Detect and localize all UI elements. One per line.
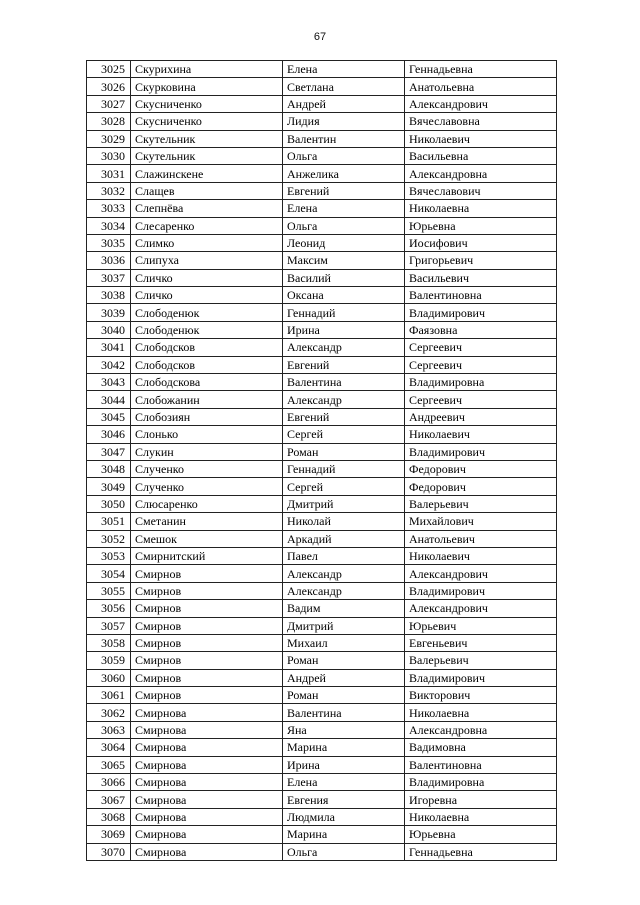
table-row bbox=[87, 130, 557, 147]
patronymic-cell: Николаевна bbox=[405, 704, 557, 721]
row-number-cell: 3055 bbox=[87, 582, 131, 599]
patronymic-cell: Владимировна bbox=[405, 374, 557, 391]
table-row bbox=[87, 495, 557, 512]
last-name-cell: Слободенюк bbox=[131, 321, 283, 338]
patronymic-cell: Сергеевич bbox=[405, 391, 557, 408]
last-name-cell: Смирнова bbox=[131, 808, 283, 825]
last-name-cell: Слобозиян bbox=[131, 408, 283, 425]
last-name-cell: Слесаренко bbox=[131, 217, 283, 234]
table-row bbox=[87, 113, 557, 130]
first-name-cell: Марина bbox=[283, 739, 405, 756]
table-row bbox=[87, 147, 557, 164]
row-number-cell: 3069 bbox=[87, 826, 131, 843]
patronymic-cell: Васильевна bbox=[405, 147, 557, 164]
last-name-cell: Слукин bbox=[131, 443, 283, 460]
first-name-cell: Андрей bbox=[283, 95, 405, 112]
table-row bbox=[87, 234, 557, 251]
first-name-cell: Ольга bbox=[283, 217, 405, 234]
table-row bbox=[87, 182, 557, 199]
table-row bbox=[87, 843, 557, 860]
table-row bbox=[87, 600, 557, 617]
patronymic-cell: Николаевич bbox=[405, 547, 557, 564]
patronymic-cell: Игоревна bbox=[405, 791, 557, 808]
patronymic-cell: Юрьевна bbox=[405, 826, 557, 843]
row-number-cell: 3064 bbox=[87, 739, 131, 756]
patronymic-cell: Геннадьевна bbox=[405, 843, 557, 860]
patronymic-cell: Владимировна bbox=[405, 774, 557, 791]
table-row bbox=[87, 165, 557, 182]
table-row bbox=[87, 287, 557, 304]
table-row bbox=[87, 321, 557, 338]
row-number-cell: 3029 bbox=[87, 130, 131, 147]
row-number-cell: 3046 bbox=[87, 426, 131, 443]
patronymic-cell: Валерьевич bbox=[405, 495, 557, 512]
table-row bbox=[87, 391, 557, 408]
patronymic-cell: Геннадьевна bbox=[405, 61, 557, 78]
last-name-cell: Смирнова bbox=[131, 704, 283, 721]
patronymic-cell: Иосифович bbox=[405, 234, 557, 251]
first-name-cell: Вадим bbox=[283, 600, 405, 617]
table-row bbox=[87, 704, 557, 721]
patronymic-cell: Анатольевич bbox=[405, 530, 557, 547]
last-name-cell: Смирнова bbox=[131, 826, 283, 843]
row-number-cell: 3042 bbox=[87, 356, 131, 373]
last-name-cell: Скусниченко bbox=[131, 113, 283, 130]
row-number-cell: 3035 bbox=[87, 234, 131, 251]
first-name-cell: Дмитрий bbox=[283, 617, 405, 634]
row-number-cell: 3068 bbox=[87, 808, 131, 825]
first-name-cell: Ольга bbox=[283, 843, 405, 860]
row-number-cell: 3051 bbox=[87, 513, 131, 530]
patronymic-cell: Вадимовна bbox=[405, 739, 557, 756]
row-number-cell: 3050 bbox=[87, 495, 131, 512]
table-row bbox=[87, 687, 557, 704]
table-row bbox=[87, 356, 557, 373]
table-row bbox=[87, 808, 557, 825]
first-name-cell: Евгения bbox=[283, 791, 405, 808]
table-row bbox=[87, 61, 557, 78]
last-name-cell: Слученко bbox=[131, 460, 283, 477]
row-number-cell: 3028 bbox=[87, 113, 131, 130]
table-row bbox=[87, 478, 557, 495]
table-row bbox=[87, 426, 557, 443]
first-name-cell: Людмила bbox=[283, 808, 405, 825]
row-number-cell: 3054 bbox=[87, 565, 131, 582]
patronymic-cell: Михайлович bbox=[405, 513, 557, 530]
table-row bbox=[87, 739, 557, 756]
last-name-cell: Смирнов bbox=[131, 565, 283, 582]
first-name-cell: Сергей bbox=[283, 426, 405, 443]
last-name-cell: Смирнова bbox=[131, 756, 283, 773]
last-name-cell: Скурихина bbox=[131, 61, 283, 78]
table-row bbox=[87, 669, 557, 686]
first-name-cell: Яна bbox=[283, 721, 405, 738]
first-name-cell: Андрей bbox=[283, 669, 405, 686]
row-number-cell: 3025 bbox=[87, 61, 131, 78]
row-number-cell: 3044 bbox=[87, 391, 131, 408]
last-name-cell: Смирнова bbox=[131, 739, 283, 756]
names-table-body bbox=[87, 61, 557, 861]
row-number-cell: 3036 bbox=[87, 252, 131, 269]
table-row bbox=[87, 565, 557, 582]
table-row bbox=[87, 443, 557, 460]
first-name-cell: Марина bbox=[283, 826, 405, 843]
patronymic-cell: Владимирович bbox=[405, 304, 557, 321]
last-name-cell: Слободенюк bbox=[131, 304, 283, 321]
last-name-cell: Сличко bbox=[131, 287, 283, 304]
names-table bbox=[86, 60, 557, 861]
table-row bbox=[87, 530, 557, 547]
last-name-cell: Смирнов bbox=[131, 669, 283, 686]
patronymic-cell: Александровна bbox=[405, 165, 557, 182]
row-number-cell: 3047 bbox=[87, 443, 131, 460]
first-name-cell: Евгений bbox=[283, 182, 405, 199]
patronymic-cell: Федорович bbox=[405, 460, 557, 477]
first-name-cell: Ирина bbox=[283, 321, 405, 338]
patronymic-cell: Евгеньевич bbox=[405, 634, 557, 651]
row-number-cell: 3043 bbox=[87, 374, 131, 391]
first-name-cell: Максим bbox=[283, 252, 405, 269]
first-name-cell: Александр bbox=[283, 391, 405, 408]
first-name-cell: Михаил bbox=[283, 634, 405, 651]
row-number-cell: 3052 bbox=[87, 530, 131, 547]
row-number-cell: 3056 bbox=[87, 600, 131, 617]
first-name-cell: Анжелика bbox=[283, 165, 405, 182]
last-name-cell: Смирнова bbox=[131, 843, 283, 860]
patronymic-cell: Федорович bbox=[405, 478, 557, 495]
patronymic-cell: Сергеевич bbox=[405, 339, 557, 356]
patronymic-cell: Васильевич bbox=[405, 269, 557, 286]
first-name-cell: Ольга bbox=[283, 147, 405, 164]
last-name-cell: Слажинскене bbox=[131, 165, 283, 182]
last-name-cell: Смирнов bbox=[131, 600, 283, 617]
patronymic-cell: Владимирович bbox=[405, 669, 557, 686]
table-row bbox=[87, 826, 557, 843]
first-name-cell: Елена bbox=[283, 200, 405, 217]
page-number: 67 bbox=[313, 31, 327, 43]
first-name-cell: Роман bbox=[283, 443, 405, 460]
first-name-cell: Евгений bbox=[283, 408, 405, 425]
table-row bbox=[87, 513, 557, 530]
first-name-cell: Геннадий bbox=[283, 460, 405, 477]
last-name-cell: Смирнова bbox=[131, 791, 283, 808]
first-name-cell: Валентина bbox=[283, 374, 405, 391]
table-row bbox=[87, 269, 557, 286]
row-number-cell: 3039 bbox=[87, 304, 131, 321]
last-name-cell: Смирнов bbox=[131, 634, 283, 651]
table-row bbox=[87, 652, 557, 669]
row-number-cell: 3059 bbox=[87, 652, 131, 669]
last-name-cell: Смешок bbox=[131, 530, 283, 547]
last-name-cell: Смирнова bbox=[131, 774, 283, 791]
patronymic-cell: Вячеславовна bbox=[405, 113, 557, 130]
row-number-cell: 3058 bbox=[87, 634, 131, 651]
last-name-cell: Скурковина bbox=[131, 78, 283, 95]
first-name-cell: Роман bbox=[283, 652, 405, 669]
table-row bbox=[87, 460, 557, 477]
row-number-cell: 3048 bbox=[87, 460, 131, 477]
last-name-cell: Сличко bbox=[131, 269, 283, 286]
last-name-cell: Смирнова bbox=[131, 721, 283, 738]
last-name-cell: Слученко bbox=[131, 478, 283, 495]
patronymic-cell: Владимирович bbox=[405, 443, 557, 460]
row-number-cell: 3033 bbox=[87, 200, 131, 217]
first-name-cell: Александр bbox=[283, 582, 405, 599]
table-row bbox=[87, 217, 557, 234]
table-row bbox=[87, 408, 557, 425]
row-number-cell: 3038 bbox=[87, 287, 131, 304]
first-name-cell: Александр bbox=[283, 565, 405, 582]
row-number-cell: 3061 bbox=[87, 687, 131, 704]
last-name-cell: Смирнов bbox=[131, 617, 283, 634]
table-row bbox=[87, 339, 557, 356]
row-number-cell: 3053 bbox=[87, 547, 131, 564]
patronymic-cell: Николаевна bbox=[405, 808, 557, 825]
row-number-cell: 3027 bbox=[87, 95, 131, 112]
patronymic-cell: Юрьевна bbox=[405, 217, 557, 234]
patronymic-cell: Фаязовна bbox=[405, 321, 557, 338]
patronymic-cell: Сергеевич bbox=[405, 356, 557, 373]
row-number-cell: 3062 bbox=[87, 704, 131, 721]
row-number-cell: 3067 bbox=[87, 791, 131, 808]
table-row bbox=[87, 95, 557, 112]
first-name-cell: Василий bbox=[283, 269, 405, 286]
patronymic-cell: Юрьевич bbox=[405, 617, 557, 634]
table-row bbox=[87, 547, 557, 564]
last-name-cell: Смирнитский bbox=[131, 547, 283, 564]
row-number-cell: 3045 bbox=[87, 408, 131, 425]
table-row bbox=[87, 721, 557, 738]
table-row bbox=[87, 756, 557, 773]
first-name-cell: Ирина bbox=[283, 756, 405, 773]
first-name-cell: Дмитрий bbox=[283, 495, 405, 512]
first-name-cell: Светлана bbox=[283, 78, 405, 95]
row-number-cell: 3066 bbox=[87, 774, 131, 791]
table-row bbox=[87, 304, 557, 321]
first-name-cell: Лидия bbox=[283, 113, 405, 130]
first-name-cell: Аркадий bbox=[283, 530, 405, 547]
last-name-cell: Смирнов bbox=[131, 652, 283, 669]
patronymic-cell: Александрович bbox=[405, 95, 557, 112]
first-name-cell: Павел bbox=[283, 547, 405, 564]
row-number-cell: 3032 bbox=[87, 182, 131, 199]
row-number-cell: 3065 bbox=[87, 756, 131, 773]
patronymic-cell: Валерьевич bbox=[405, 652, 557, 669]
last-name-cell: Слободскова bbox=[131, 374, 283, 391]
last-name-cell: Сметанин bbox=[131, 513, 283, 530]
table-row bbox=[87, 78, 557, 95]
last-name-cell: Слащев bbox=[131, 182, 283, 199]
table-row bbox=[87, 617, 557, 634]
first-name-cell: Евгений bbox=[283, 356, 405, 373]
first-name-cell: Оксана bbox=[283, 287, 405, 304]
first-name-cell: Николай bbox=[283, 513, 405, 530]
last-name-cell: Слободсков bbox=[131, 339, 283, 356]
last-name-cell: Слонько bbox=[131, 426, 283, 443]
last-name-cell: Слободсков bbox=[131, 356, 283, 373]
row-number-cell: 3030 bbox=[87, 147, 131, 164]
row-number-cell: 3070 bbox=[87, 843, 131, 860]
last-name-cell: Слипуха bbox=[131, 252, 283, 269]
last-name-cell: Скутельник bbox=[131, 130, 283, 147]
patronymic-cell: Андреевич bbox=[405, 408, 557, 425]
patronymic-cell: Вячеславович bbox=[405, 182, 557, 199]
row-number-cell: 3057 bbox=[87, 617, 131, 634]
row-number-cell: 3049 bbox=[87, 478, 131, 495]
first-name-cell: Валентина bbox=[283, 704, 405, 721]
patronymic-cell: Григорьевич bbox=[405, 252, 557, 269]
first-name-cell: Валентин bbox=[283, 130, 405, 147]
last-name-cell: Слепнёва bbox=[131, 200, 283, 217]
patronymic-cell: Николаевич bbox=[405, 426, 557, 443]
last-name-cell: Смирнов bbox=[131, 687, 283, 704]
patronymic-cell: Александрович bbox=[405, 600, 557, 617]
row-number-cell: 3063 bbox=[87, 721, 131, 738]
patronymic-cell: Валентиновна bbox=[405, 756, 557, 773]
patronymic-cell: Александрович bbox=[405, 565, 557, 582]
table-row bbox=[87, 791, 557, 808]
table-row bbox=[87, 374, 557, 391]
row-number-cell: 3040 bbox=[87, 321, 131, 338]
row-number-cell: 3060 bbox=[87, 669, 131, 686]
patronymic-cell: Николаевна bbox=[405, 200, 557, 217]
table-row bbox=[87, 774, 557, 791]
last-name-cell: Слобожанин bbox=[131, 391, 283, 408]
last-name-cell: Скутельник bbox=[131, 147, 283, 164]
last-name-cell: Скусниченко bbox=[131, 95, 283, 112]
patronymic-cell: Викторович bbox=[405, 687, 557, 704]
first-name-cell: Елена bbox=[283, 61, 405, 78]
row-number-cell: 3034 bbox=[87, 217, 131, 234]
first-name-cell: Елена bbox=[283, 774, 405, 791]
first-name-cell: Александр bbox=[283, 339, 405, 356]
table-row bbox=[87, 252, 557, 269]
table-row bbox=[87, 200, 557, 217]
row-number-cell: 3037 bbox=[87, 269, 131, 286]
first-name-cell: Леонид bbox=[283, 234, 405, 251]
patronymic-cell: Александровна bbox=[405, 721, 557, 738]
patronymic-cell: Анатольевна bbox=[405, 78, 557, 95]
row-number-cell: 3026 bbox=[87, 78, 131, 95]
last-name-cell: Смирнов bbox=[131, 582, 283, 599]
first-name-cell: Сергей bbox=[283, 478, 405, 495]
row-number-cell: 3031 bbox=[87, 165, 131, 182]
row-number-cell: 3041 bbox=[87, 339, 131, 356]
first-name-cell: Роман bbox=[283, 687, 405, 704]
patronymic-cell: Владимирович bbox=[405, 582, 557, 599]
last-name-cell: Слимко bbox=[131, 234, 283, 251]
patronymic-cell: Валентиновна bbox=[405, 287, 557, 304]
first-name-cell: Геннадий bbox=[283, 304, 405, 321]
table-row bbox=[87, 634, 557, 651]
patronymic-cell: Николаевич bbox=[405, 130, 557, 147]
last-name-cell: Слюсаренко bbox=[131, 495, 283, 512]
table-row bbox=[87, 582, 557, 599]
